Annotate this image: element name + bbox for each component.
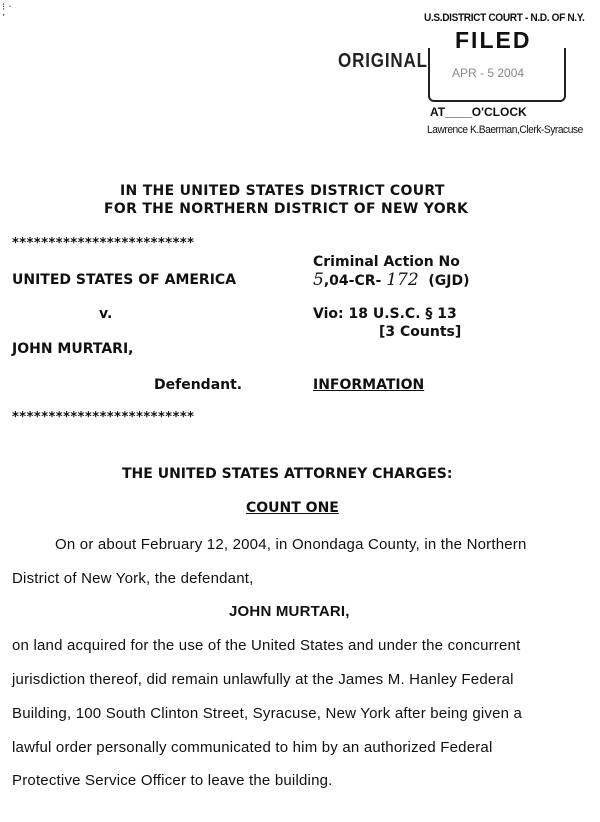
para2-line5: Protective Service Officer to leave the building. bbox=[12, 772, 333, 789]
stamp-clerk: Lawrence K.Baerman,Clerk-Syracuse bbox=[427, 124, 583, 136]
caption-versus: v. bbox=[99, 306, 113, 322]
caption-action-number bbox=[313, 270, 470, 290]
caption-counts: [3 Counts] bbox=[379, 324, 462, 340]
caption-plaintiff: UNITED STATES OF AMERICA bbox=[12, 272, 237, 288]
para2-line1: on land acquired for the use of the United States and under the concurrent bbox=[12, 637, 521, 654]
action-suffix: (GJD) bbox=[428, 273, 470, 289]
stamp-at-clock: AT____O'CLOCK bbox=[430, 105, 527, 119]
caption-doc-type: INFORMATION bbox=[313, 377, 425, 393]
handwritten-prefix: 5 bbox=[313, 270, 324, 290]
scan-specks: ⁝ · ʼ bbox=[2, 2, 12, 24]
caption-action-label: Criminal Action No bbox=[313, 254, 460, 270]
stamp-filed: FILED bbox=[455, 27, 532, 53]
para2-line2: jurisdiction thereof, did remain unlawfully at the James M. Hanley Federal bbox=[12, 671, 514, 688]
court-title-line2: FOR THE NORTHERN DISTRICT OF NEW YORK bbox=[104, 201, 469, 217]
caption-defendant-name: JOHN MURTARI, bbox=[12, 341, 134, 357]
count-one-heading: COUNT ONE bbox=[246, 500, 339, 516]
para2-line3: Building, 100 South Clinton Street, Syracuse, New York after being given a bbox=[12, 705, 523, 722]
caption-stars-bottom: ************************* bbox=[12, 410, 195, 425]
para2-line4: lawful order personally communicated to him by an authorized Federal bbox=[12, 739, 493, 756]
action-middle: ,04-CR- bbox=[323, 273, 382, 289]
stamp-date: APR - 5 2004 bbox=[452, 66, 525, 80]
para1-line1: On or about February 12, 2004, in Onondaga County, in the Northern bbox=[55, 536, 527, 553]
court-title-line1: IN THE UNITED STATES DISTRICT COURT bbox=[120, 183, 445, 199]
stamp-court-line: U.S.DISTRICT COURT - N.D. OF N.Y. bbox=[424, 12, 585, 24]
charges-heading: THE UNITED STATES ATTORNEY CHARGES: bbox=[122, 466, 453, 482]
caption-vio: Vio: 18 U.S.C. § 13 bbox=[313, 306, 457, 322]
caption-stars-top: ************************* bbox=[12, 236, 195, 251]
caption-defendant-label: Defendant. bbox=[154, 377, 243, 393]
defendant-name: JOHN MURTARI, bbox=[229, 603, 350, 620]
para1-line2: District of New York, the defendant, bbox=[12, 570, 254, 587]
handwritten-number: 172 bbox=[386, 270, 419, 290]
original-stamp: ORIGINAL bbox=[338, 50, 428, 72]
